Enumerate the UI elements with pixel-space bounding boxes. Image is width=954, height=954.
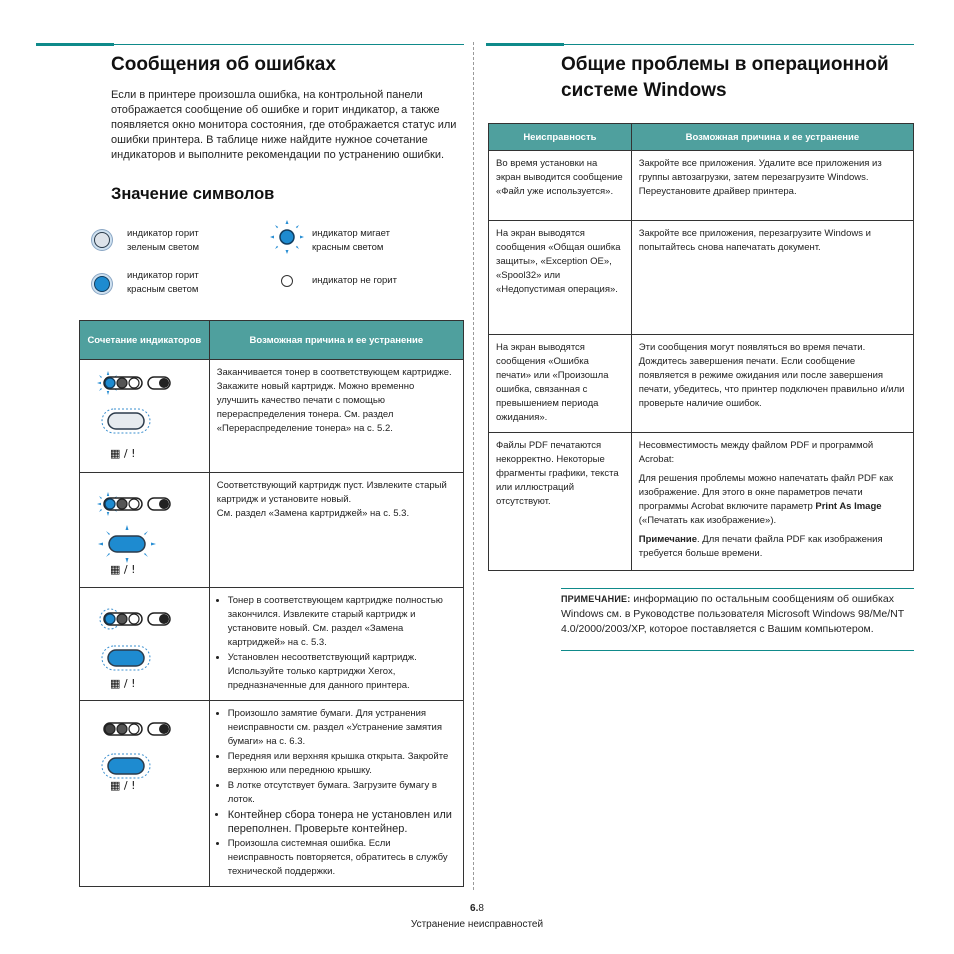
solution-cell: [631, 433, 913, 571]
list-item: • Произошла системная ошибка. Если неисправность повторяется, обратитесь в службу технической поддержки.: [228, 837, 456, 879]
cause-list: [217, 594, 456, 693]
column-divider: [473, 42, 474, 890]
legend-text-line1: индикатор не горит: [312, 275, 397, 286]
windows-note: [561, 592, 906, 637]
table-header-row: [80, 321, 464, 360]
note-text: . Для печати файла PDF как изображения требуется больше времени.: [638, 534, 883, 559]
solution-cell: Закройте все приложения. Удалите все приложения из группы автозагрузки, затем перезагрузите Windows. Переустановите драйвер принтера.: [631, 151, 913, 221]
toner-led-row-red-icon: [94, 606, 204, 632]
error-symbol-text: / !: [123, 677, 136, 690]
left-header-accent-rule: [36, 43, 114, 46]
table-row: [80, 588, 464, 701]
problem-cell: На экран выводятся сообщения «Общая ошибка защиты», «Exception OE», «Spool32» или «Недопустимая операция».: [489, 221, 632, 335]
list-item: • Контейнер сбора тонера не установлен или переполнен. Проверьте контейнер.: [228, 808, 456, 836]
note-bottom-rule: [561, 650, 914, 651]
column-header-cause: Возможная причина и ее устранение: [631, 124, 913, 151]
error-symbol-icon: ▦ / !: [110, 677, 136, 690]
error-symbol-icon: ▦ / !: [110, 563, 136, 576]
note-bold-label: Примечание: [638, 534, 697, 545]
table-row: [80, 360, 464, 473]
indicator-red-blinking-icon: [270, 220, 304, 254]
status-led-green-icon: [98, 406, 156, 436]
cause-list: [217, 707, 456, 879]
indicator-combo-cell: [80, 701, 210, 887]
toner-led-row-blinking-icon: [94, 370, 204, 396]
indicator-green-on-icon: [94, 232, 110, 248]
solution-steps-post: («Печатать как изображение»).: [638, 515, 777, 526]
list-item: • В лотке отсутствует бумага. Загрузите бумагу в лоток.: [228, 779, 456, 807]
title-line1: Общие проблемы в операционной: [561, 54, 889, 75]
section-name: Устранение неисправностей: [410, 919, 544, 930]
table-row: [80, 701, 464, 887]
column-header-cause: Возможная причина и ее устранение: [209, 321, 463, 360]
indicator-combo-cell: [80, 360, 210, 473]
left-header-rule: [114, 44, 464, 45]
status-led-red-icon: [98, 643, 156, 673]
page-number-page: 8: [478, 903, 484, 914]
page-number-chapter: 6.: [470, 903, 479, 914]
page-number: [377, 903, 577, 914]
list-item: • Произошло замятие бумаги. Для устранения неисправности см. раздел «Устранение замятия бумаги» на с. 6.3.: [228, 707, 456, 749]
legend-text-line2: красным светом: [127, 284, 199, 295]
table-row: [489, 221, 914, 335]
legend-text-line1: индикатор горит: [127, 270, 199, 281]
cause-text: Соответствующий картридж пуст. Извлеките старый картридж и установите новый.: [216, 480, 447, 505]
cause-cell: [209, 701, 463, 887]
cause-reference-text: См. раздел «Замена картриджей» на с. 5.3.: [216, 508, 410, 519]
symbols-title: Значение символов: [111, 185, 275, 203]
error-symbol-icon: ▦ / !: [110, 779, 136, 792]
status-led-red-blinking-icon: [96, 525, 158, 563]
indicator-off-icon: [281, 275, 293, 287]
legend-item-green-on: [127, 227, 199, 255]
indicator-error-table: [79, 320, 464, 887]
cause-cell: Заканчивается тонер в соответствующем картридже. Закажите новый картридж. Можно временно улучшить качество печати с помощью перераспределения тонера. См. раздел «Перераспределение тонера» на с. 5.2.: [209, 360, 463, 473]
page-title-windows-problems: [561, 52, 889, 104]
toner-led-row-off-icon: [94, 716, 204, 742]
table-row: [489, 433, 914, 571]
indicator-combo-cell: [80, 473, 210, 588]
toner-led-row-blinking-icon: [94, 491, 204, 517]
legend-item-off: [312, 274, 397, 288]
cause-cell: [209, 473, 463, 588]
indicator-red-on-icon: [94, 276, 110, 292]
table-row: [80, 473, 464, 588]
page-title-errors: Сообщения об ошибках: [111, 54, 336, 75]
list-item: • Установлен несоответствующий картридж. Используйте только картриджи Xerox, предназначенные для данного принтера.: [228, 651, 456, 693]
indicator-combo-cell: [80, 588, 210, 701]
list-item: • Передняя или верхняя крышка открыта. Закройте верхнюю или переднюю крышку.: [228, 750, 456, 778]
error-symbol-text: / !: [123, 563, 136, 576]
status-led-red-icon: [98, 751, 156, 781]
legend-text-line2: зеленым светом: [127, 242, 200, 253]
error-symbol-icon: ▦ / !: [110, 447, 136, 460]
solution-cell: Эти сообщения могут появляться во время печати. Дождитесь завершения печати. Если сообщение появляется в режиме ожидания или после завершения печати, убедитесь, что принтер подключен правильно и/или проверьте наличие ошибок.: [631, 335, 913, 433]
solution-cell: Закройте все приложения, перезагрузите Windows и попытайтесь снова напечатать документ.: [631, 221, 913, 335]
errors-intro-text: Если в принтере произошла ошибка, на контрольной панели отображается сообщение об ошибке и горит индикатор, а также появляется окно монитора состояния, где отображается статус или ошибки принтера. В таблице ниже найдите нужное сочетание индикаторов и выполните рекомендации по устранению ошибки.: [111, 89, 457, 161]
solution-steps-pre: Для решения проблемы можно напечатать файл PDF как изображение. Для этого в окне параметров печати программы Acrobat включите параметр: [638, 473, 894, 512]
right-header-accent-rule: [486, 43, 564, 46]
list-item: • Тонер в соответствующем картридже полностью закончился. Извлеките старый картридж и установите новый. См. раздел «Замена картриджей» на с. 5.3.: [228, 594, 456, 650]
error-symbol-text: / !: [123, 447, 136, 460]
print-as-image-option: Print As Image: [815, 501, 882, 512]
legend-item-red-blinking: [312, 227, 390, 255]
note-top-rule: [561, 588, 914, 589]
table-header-row: [489, 124, 914, 151]
column-header-problem: Неисправность: [489, 124, 632, 151]
solution-text: Несовместимость между файлом PDF и программой Acrobat:: [638, 440, 874, 465]
solution-note-text: [639, 533, 906, 561]
windows-problems-table: [488, 123, 914, 571]
legend-text-line1: индикатор горит: [127, 228, 199, 239]
error-symbol-text: / !: [123, 779, 136, 792]
legend-text-line1: индикатор мигает: [312, 228, 390, 239]
note-body: информацию по остальным сообщениям об ошибках Windows см. в Руководстве пользователя Microsoft Windows 98/Me/NT 4.0/2000/2003/XP, которое поставляется с Вашим компьютером.: [561, 593, 904, 635]
legend-text-line2: красным светом: [312, 242, 384, 253]
title-line2: системе Windows: [561, 80, 727, 101]
problem-cell: На экран выводятся сообщения «Ошибка печати» или «Произошла ошибка, связанная с превышением периода ожидания».: [489, 335, 632, 433]
cause-cell: [209, 588, 463, 701]
problem-cell: Файлы PDF печатаются некорректно. Некоторые фрагменты графики, текста или иллюстраций отсутствуют.: [489, 433, 632, 571]
table-row: [489, 335, 914, 433]
page-footer: [377, 903, 577, 930]
legend-item-red-on: [127, 269, 199, 297]
note-label: ПРИМЕЧАНИЕ:: [561, 594, 631, 604]
solution-steps-text: [639, 472, 906, 528]
column-header-indicators: Сочетание индикаторов: [80, 321, 210, 360]
right-header-rule: [564, 44, 914, 45]
problem-cell: Во время установки на экран выводится сообщение «Файл уже используется».: [489, 151, 632, 221]
table-row: [489, 151, 914, 221]
